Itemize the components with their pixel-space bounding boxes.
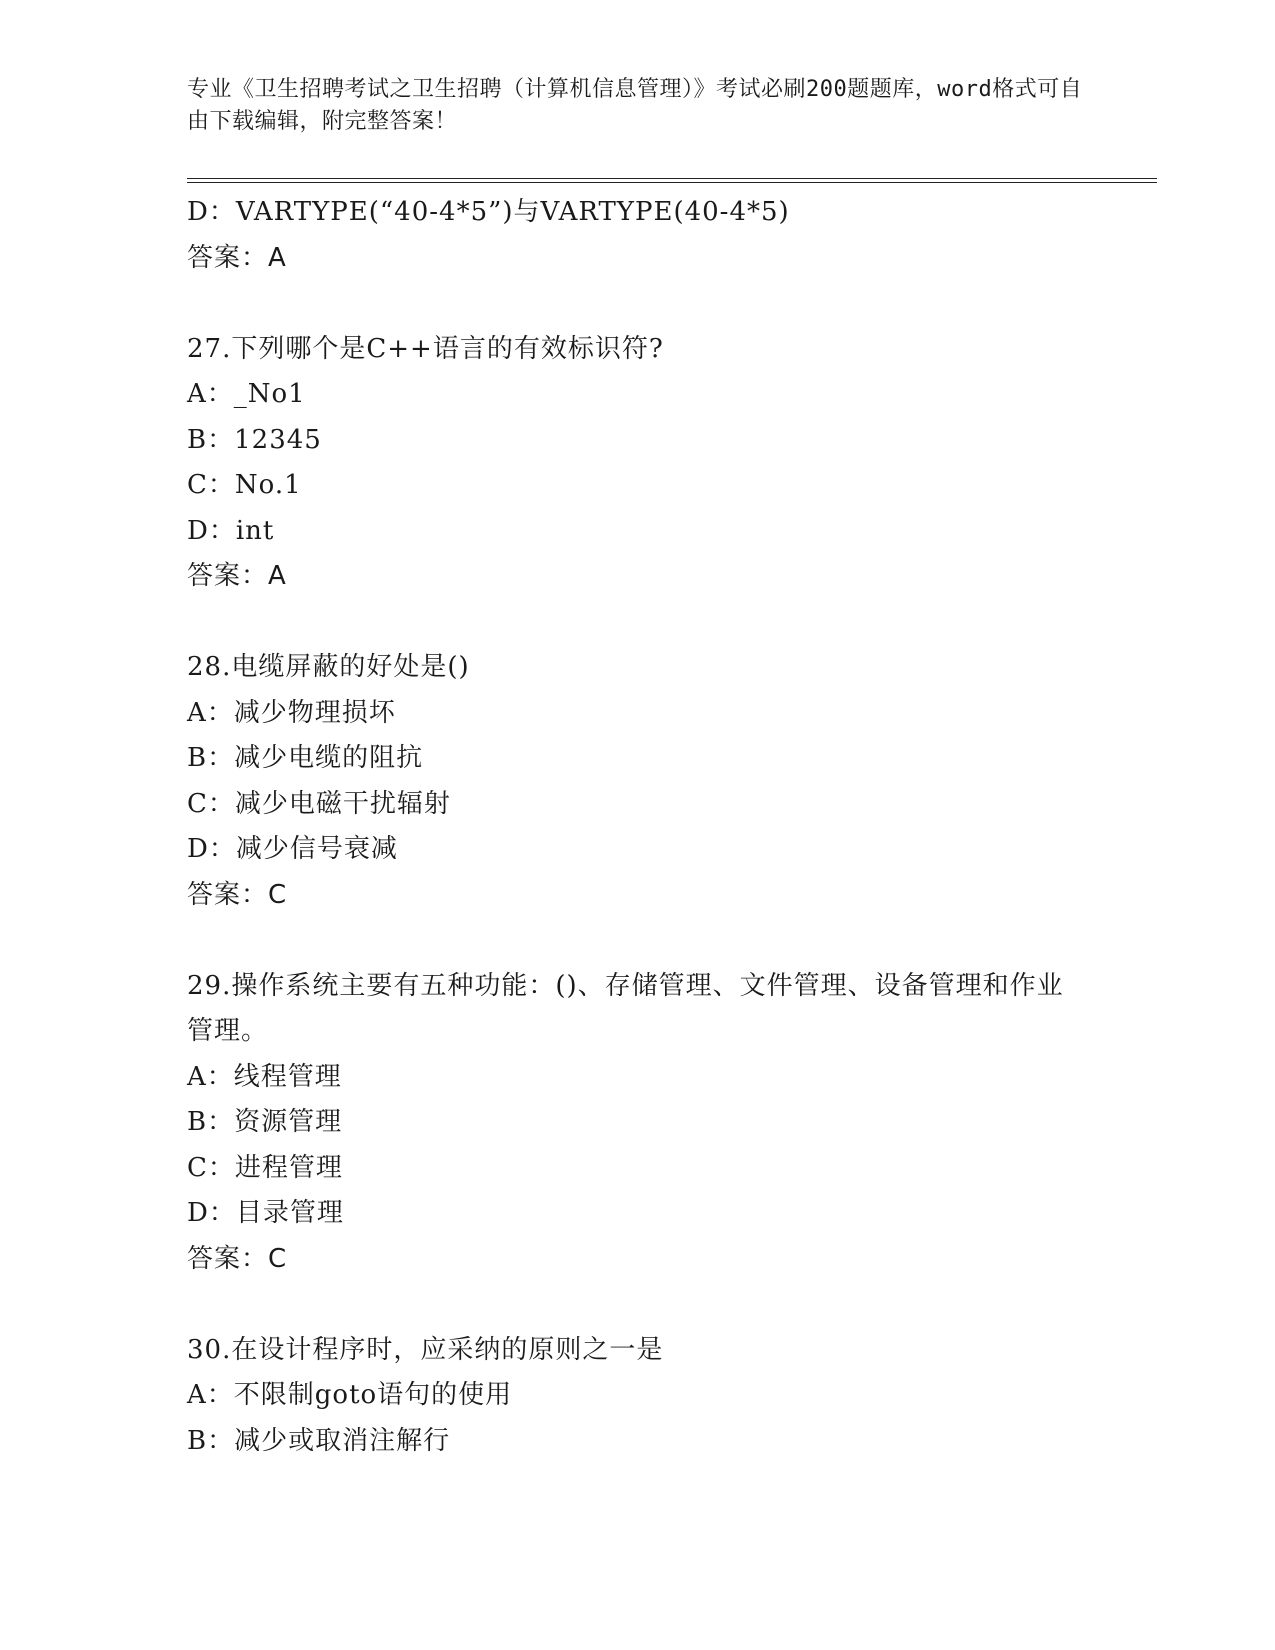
question-stem: 30.在设计程序时，应采纳的原则之一是 bbox=[187, 1334, 664, 1365]
answer: 答案：C bbox=[187, 1243, 288, 1274]
spacer bbox=[187, 918, 1087, 964]
spacer bbox=[187, 600, 1087, 646]
option-d: D：int bbox=[187, 515, 275, 546]
option-a: A：不限制goto语句的使用 bbox=[187, 1380, 513, 1410]
question-stem: 29.操作系统主要有五种功能：()、存储管理、文件管理、设备管理和作业管理。 bbox=[187, 970, 1064, 1046]
option-a: A：线程管理 bbox=[187, 1061, 342, 1092]
option-b: B：12345 bbox=[187, 424, 322, 455]
prev-option-d: D：VARTYPE(“40-4*5”)与VARTYPE(40-4*5) bbox=[187, 197, 790, 227]
question-28 bbox=[187, 645, 1087, 918]
option-d: D：目录管理 bbox=[187, 1198, 344, 1228]
question-stem: 28.电缆屏蔽的好处是() bbox=[187, 652, 470, 682]
option-b: B：资源管理 bbox=[187, 1107, 343, 1137]
spacer bbox=[187, 281, 1087, 327]
option-b: B：减少或取消注解行 bbox=[187, 1425, 451, 1456]
option-b: B：减少电缆的阻抗 bbox=[187, 743, 424, 773]
header-divider bbox=[187, 178, 1157, 183]
document-header: 专业《卫生招聘考试之卫生招聘（计算机信息管理）》考试必刷200题题库，word格式可自由下载编辑，附完整答案！ bbox=[187, 77, 1083, 134]
answer: 答案：A bbox=[187, 561, 287, 591]
option-a: A：_No1 bbox=[187, 379, 306, 409]
option-c: C：减少电磁干扰辐射 bbox=[187, 788, 451, 819]
option-d: D：减少信号衰减 bbox=[187, 834, 398, 864]
prev-answer: 答案：A bbox=[187, 242, 287, 273]
option-c: C：No.1 bbox=[187, 470, 302, 500]
question-29 bbox=[187, 964, 1087, 1283]
question-27 bbox=[187, 327, 1087, 600]
question-stem: 27.下列哪个是C++语言的有效标识符? bbox=[187, 333, 664, 364]
spacer bbox=[187, 1282, 1087, 1328]
answer: 答案：C bbox=[187, 879, 288, 910]
question-30 bbox=[187, 1328, 1087, 1465]
option-c: C：进程管理 bbox=[187, 1152, 343, 1183]
question-content bbox=[187, 190, 1087, 1464]
option-a: A：减少物理损坏 bbox=[187, 697, 396, 728]
